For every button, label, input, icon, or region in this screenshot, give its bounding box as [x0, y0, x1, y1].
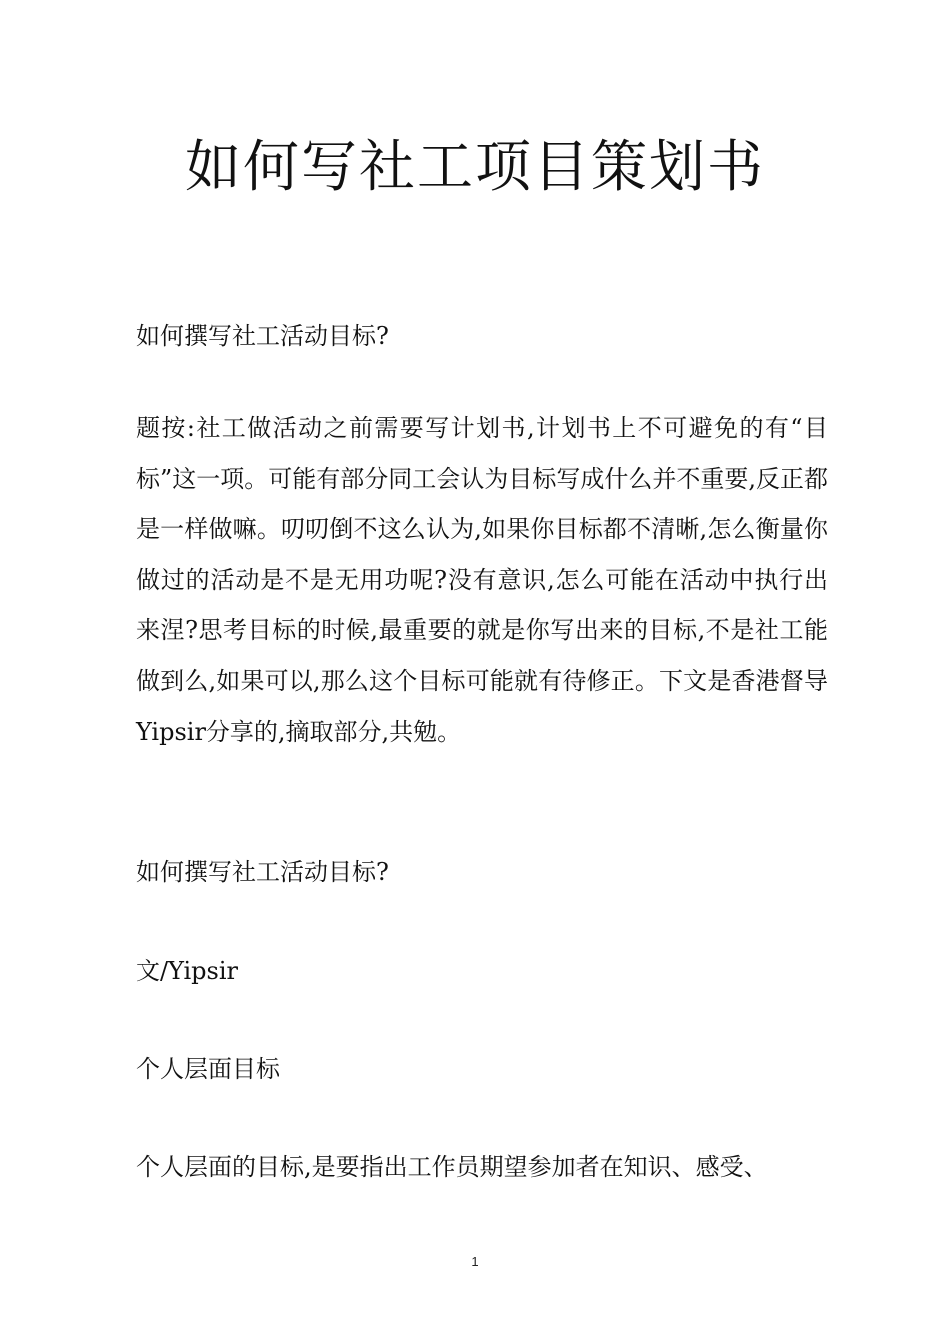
heading-how-to-write-goals: 如何撰写社工活动目标? — [136, 322, 389, 350]
author-line: 文/Yipsir — [136, 957, 239, 985]
page-number: 1 — [471, 1254, 479, 1269]
preface-paragraph: 题按:社工做活动之前需要写计划书,计划书上不可避免的有“目标”这一项。可能有部分同工会认为目标写成什么并不重要,反正都是一样做嘛。叨叨倒不这么认为,如果你目标都不清晰,怎么衡量你做过的活动是不是无用功呢?没有意识,怎么可能在活动中执行出来涅?思考目标的时候,最重要的就是你写出来的目标,不是社工能做到么,如果可以,那么这个目标可能就有待修正。下文是香港督导Yipsir分享的,摘取部分,共勉。 — [136, 414, 828, 746]
document-title: 如何写社工项目策划书 — [185, 135, 765, 200]
section-heading-individual-goals: 个人层面目标 — [136, 1055, 280, 1083]
heading-how-to-write-goals-repeat: 如何撰写社工活动目标? — [136, 858, 389, 886]
section-paragraph-individual-goals: 个人层面的目标,是要指出工作员期望参加者在知识、感受、 — [136, 1153, 768, 1181]
